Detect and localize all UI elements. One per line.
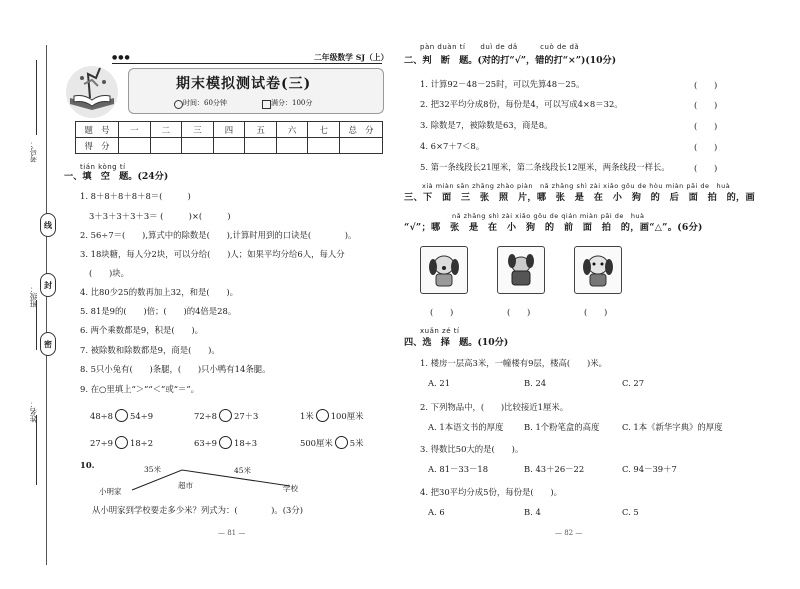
q9: 9. 在○里填上“＞”“＜”或“＝”。 [80, 384, 200, 394]
part1-pinyin: tián kòng tí [80, 163, 126, 171]
score-header-cell: 二 [150, 122, 182, 138]
score-header-cell: 四 [213, 122, 245, 138]
score-cell[interactable] [150, 138, 182, 154]
score-header-cell: 总 分 [340, 122, 383, 138]
seal-mi: 密 [40, 332, 56, 356]
choice-q2-a[interactable]: A. 1本语文书的厚度 [428, 422, 504, 432]
score-cell[interactable] [213, 138, 245, 154]
choice-q3: 3. 得数比50大的是( )。 [420, 444, 524, 454]
judge-answer-2[interactable]: ( ) [694, 100, 718, 110]
score-cell[interactable] [276, 138, 308, 154]
score-cell[interactable] [308, 138, 340, 154]
choice-q1-b[interactable]: B. 24 [524, 378, 547, 388]
judge-item-4: 4. 6×7＋7＜8。 [420, 141, 485, 151]
part4-title: 四、选 择 题。(10分) [404, 337, 509, 348]
score-table [75, 121, 383, 154]
judge-item-5: 5. 第一条线段长21厘米，第二条线段长12厘米，两条线段一样长。 [420, 162, 670, 172]
compare-circle[interactable] [219, 409, 232, 422]
class-underline [36, 300, 37, 350]
score-cell[interactable] [340, 138, 383, 154]
choice-q4-a[interactable]: A. 6 [428, 507, 445, 517]
part2-title: 二、判 断 题。(对的打“√”，错的打“×”)(10分) [404, 55, 617, 66]
judge-item-2: 2. 把32平均分成8份，每份是4，可以写成4×8＝32。 [420, 99, 623, 109]
choice-q3-a[interactable]: A. 81－33－18 [428, 464, 489, 474]
page-number-left: — 81 — [218, 529, 246, 537]
compare-circle[interactable] [335, 436, 348, 449]
choice-q1-c[interactable]: C. 27 [622, 378, 645, 388]
seal-xian: 线 [40, 213, 56, 237]
choice-q2-c[interactable]: C. 1本《新华字典》的厚度 [622, 422, 723, 432]
part3-pinyin-1: xià miàn sān zhāng zhào piàn nǎ zhāng shì zài xiǎo gǒu de hòu miàn pāi de huà [422, 182, 731, 190]
q10-number: 10. [80, 460, 95, 470]
part4-pinyin: xuǎn zé tí [420, 327, 460, 335]
photo-answer-1[interactable]: ( ) [430, 307, 454, 317]
dog-photo-1 [420, 246, 468, 294]
score-header-cell: 七 [308, 122, 340, 138]
score-header-cell: 题 号 [76, 122, 119, 138]
score-cell[interactable] [182, 138, 214, 154]
q3a: 3. 18块糖，每人分2块，可以分给( )人；如果平均分给6人，每人分 [80, 249, 345, 259]
score-header-cell: 三 [182, 122, 214, 138]
q2: 2. 56÷7＝( ),算式中的除数是( ),计算时用到的口诀是( )。 [80, 230, 357, 240]
compare-circle[interactable] [219, 436, 232, 449]
part1-title: 一、填 空 题。(24分) [64, 171, 169, 182]
name-label: 姓名： [29, 400, 38, 423]
choice-q2-b[interactable]: B. 1个粉笔盒的高度 [524, 422, 600, 432]
exam-no-label: 考号： [29, 140, 38, 163]
photo-answer-3[interactable]: ( ) [584, 307, 608, 317]
distance-35: 35米 [144, 465, 162, 474]
part3-line-1: 三、下 面 三 张 照 片，哪 张 是 在 小 狗 的 后 面 拍 的，画 [404, 192, 756, 203]
seal-feng: 封 [40, 273, 56, 297]
score-cell[interactable] [245, 138, 277, 154]
judge-item-1: 1. 计算92－48－25时，可以先算48－25。 [420, 79, 585, 89]
dots-decoration: ●●● [112, 54, 131, 61]
dog-photo-2 [497, 246, 545, 294]
q3b: ( )块。 [89, 268, 130, 278]
compare-circle[interactable] [316, 409, 329, 422]
q1a: 1. 8＋8＋8＋8＋8＝( ) [80, 191, 191, 201]
choice-q4-b[interactable]: B. 4 [524, 507, 541, 517]
distance-45: 45米 [234, 466, 252, 475]
choice-q4: 4. 把30平均分成5份，每份是( )。 [420, 487, 563, 497]
q1b: 3＋3＋3＋3＋3＝ ( )×( ) [89, 211, 231, 221]
part2-pinyin: pàn duàn tí duì de dǎ cuò de dǎ [420, 43, 580, 51]
class-label: 班级： [29, 285, 38, 308]
score-header-cell: 六 [276, 122, 308, 138]
school-label: 学校 [283, 484, 298, 493]
choice-q2: 2. 下列物品中，( )比较接近1厘米。 [420, 402, 569, 412]
subject-label: 二年级数学 SJ（上） [314, 53, 389, 62]
judge-item-3: 3. 除数是7，被除数是63，商是8。 [420, 120, 553, 130]
choice-q3-b[interactable]: B. 43＋26－22 [524, 464, 585, 474]
q10-question: 从小明家到学校要走多少米？列式为：( )。(3分) [92, 505, 304, 515]
dog-photo-3 [574, 246, 622, 294]
part3-line-2: “√”；哪 张 是 在 小 狗 的 前 面 拍 的，画“△”。(6分) [404, 222, 703, 233]
book-logo [62, 60, 122, 120]
binding-line [46, 45, 47, 565]
name-underline [36, 415, 37, 485]
cmp-row-1-c: 1米 100厘米 [300, 411, 364, 421]
cmp-row-2-b: 63÷9 18÷3 [194, 438, 258, 448]
clock-icon [174, 100, 183, 109]
judge-answer-4[interactable]: ( ) [694, 142, 718, 152]
score-header-cell: 一 [119, 122, 151, 138]
q5: 5. 81是9的( )倍；( )的4倍是28。 [80, 306, 237, 316]
photo-answer-2[interactable]: ( ) [507, 307, 531, 317]
choice-q1: 1. 楼房一层高3米，一幢楼有9层，楼高( )米。 [420, 358, 607, 368]
home-label: 小明家 [99, 487, 122, 496]
cmp-row-1-a: 48÷8 54÷9 [90, 411, 154, 421]
cmp-row-2-c: 500厘米 5米 [300, 438, 364, 448]
choice-q1-a[interactable]: A. 21 [428, 378, 451, 388]
score-cell[interactable] [119, 138, 151, 154]
q8: 8. 5只小兔有( )条腿，( )只小鸭有14条腿。 [80, 364, 271, 374]
exam-title: 期末模拟测试卷(三) [176, 76, 312, 92]
q4: 4. 比80少25的数再加上32，和是( )。 [80, 287, 239, 297]
judge-answer-5[interactable]: ( ) [694, 163, 718, 173]
choice-q3-c[interactable]: C. 94－39＋7 [622, 464, 677, 474]
cmp-row-2-a: 27÷9 18÷2 [90, 438, 154, 448]
choice-q4-c[interactable]: C. 5 [622, 507, 639, 517]
time-label: 时间：60分钟 [183, 99, 227, 107]
part3-pinyin-2: nǎ zhāng shì zài xiǎo gǒu de qián miàn pāi de huà [452, 212, 645, 220]
exam-no-underline [36, 60, 37, 135]
compare-circle[interactable] [115, 436, 128, 449]
q7: 7. 被除数和除数都是9，商是( )。 [80, 345, 220, 355]
mart-label: 超市 [178, 481, 193, 490]
score-icon [262, 100, 271, 109]
cmp-row-1-b: 72÷8 27＋3 [194, 411, 259, 421]
judge-answer-3[interactable]: ( ) [694, 121, 718, 131]
header-rule [112, 63, 382, 64]
q6: 6. 两个乘数都是9，积是( )。 [80, 325, 204, 335]
compare-circle[interactable] [115, 409, 128, 422]
full-score-label: 满分：100分 [271, 99, 313, 107]
judge-answer-1[interactable]: ( ) [694, 80, 718, 90]
page-number-right: — 82 — [555, 529, 583, 537]
score-row-label: 得 分 [76, 138, 119, 154]
score-header-cell: 五 [245, 122, 277, 138]
